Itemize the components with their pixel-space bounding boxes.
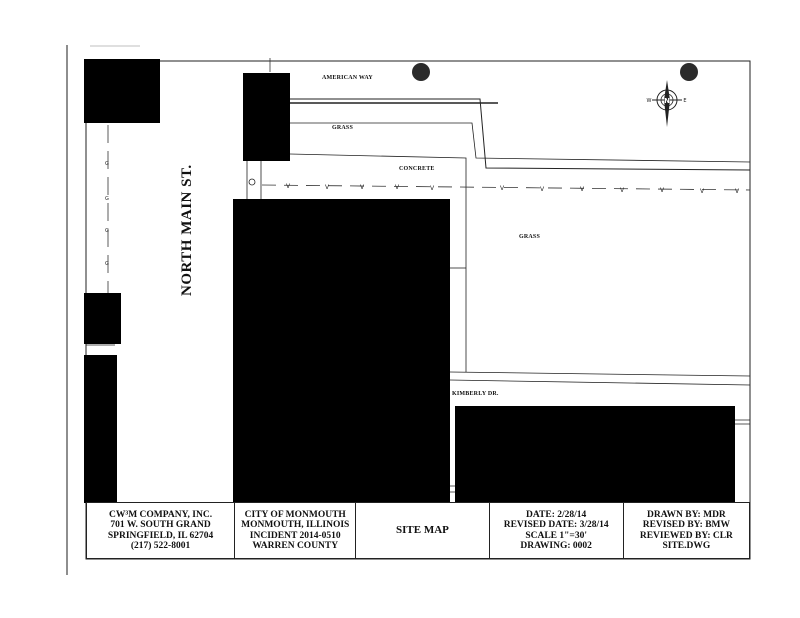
incident-number: INCIDENT 2014-0510 (249, 530, 341, 541)
drawing-title: SITE MAP (396, 524, 449, 537)
client-name: CITY OF MONMOUTH (244, 509, 346, 520)
reviewed-by: REVIEWED BY: CLR (639, 530, 733, 541)
gas-marker: G (105, 261, 109, 267)
kimberly-dr-edge-right (735, 420, 750, 424)
american-way-edge (290, 99, 750, 170)
dates-cell (490, 503, 624, 558)
line-marker: V (430, 185, 435, 192)
line-marker: V (500, 185, 505, 192)
line-marker: V (660, 187, 665, 194)
redaction-block (84, 293, 121, 344)
line-marker: V (286, 183, 291, 190)
file-name: SITE.DWG (662, 541, 711, 551)
kimberly-dr-edge-top (450, 372, 750, 376)
company-cell (87, 503, 235, 558)
redaction-block (84, 59, 160, 123)
kimberly-dr-label: KIMBERLY DR. (452, 391, 499, 397)
water-line-horizontal (262, 185, 750, 190)
drawing-number: DRAWING: 0002 (520, 541, 592, 551)
gas-marker: G (105, 161, 109, 167)
line-marker: V (735, 188, 740, 195)
client-cell (235, 503, 356, 558)
drawn-by: DRAWN BY: MDR (646, 509, 726, 520)
valve-symbol (249, 179, 255, 185)
drawing-date: DATE: 2/28/14 (526, 509, 587, 520)
line-marker: V (700, 188, 705, 195)
grass-label-right: GRASS (519, 234, 541, 240)
revised-by: REVISED BY: BMW (642, 520, 731, 530)
redaction-block (243, 73, 290, 161)
redaction-block (455, 406, 735, 502)
redaction-block (84, 355, 117, 503)
line-marker: V (540, 186, 545, 193)
company-address: 701 W. SOUTH GRAND (110, 520, 211, 530)
compass-west-letter: W (646, 98, 652, 104)
staff-cell (624, 503, 749, 558)
client-location: MONMOUTH, ILLINOIS (241, 520, 350, 530)
hole-punch-mark (680, 63, 698, 81)
company-city: SPRINGFIELD, IL 62704 (107, 530, 214, 541)
line-marker: V (395, 184, 400, 191)
gas-marker: G (105, 228, 109, 234)
line-marker: V (360, 184, 365, 191)
north-main-st-label: NORTH MAIN ST. (179, 164, 195, 296)
company-name: CW³M COMPANY, INC. (108, 509, 213, 520)
compass-east-letter: E (683, 98, 687, 104)
grass-label-top: GRASS (332, 125, 354, 131)
hole-punch-mark (412, 63, 430, 81)
title-block (86, 502, 750, 559)
redaction-block (233, 199, 450, 502)
compass-north-letter: N (664, 97, 670, 105)
concrete-label: CONCRETE (399, 166, 435, 172)
revised-date: REVISED DATE: 3/28/14 (503, 520, 609, 530)
american-way-label: AMERICAN WAY (322, 75, 373, 81)
american-way-curb (290, 123, 750, 162)
drawing-scale: SCALE 1"=30' (525, 530, 587, 541)
kimberly-dr-edge-top-2 (450, 380, 750, 385)
compass-rose (647, 80, 687, 127)
drawing-title-cell (356, 503, 489, 558)
line-marker: V (325, 184, 330, 191)
county: WARREN COUNTY (252, 541, 339, 551)
line-marker: V (620, 187, 625, 194)
line-marker: V (580, 186, 585, 193)
gas-marker: G (105, 196, 109, 202)
company-phone: (217) 522-8001 (130, 541, 191, 551)
